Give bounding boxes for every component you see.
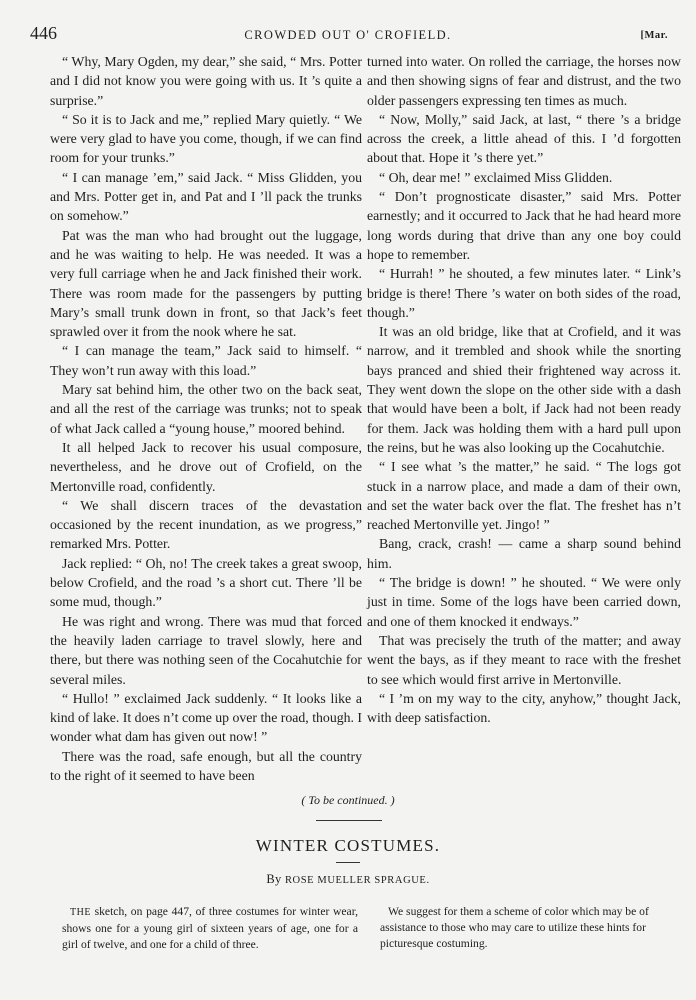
paragraph: There was the road, safe enough, but all the country to the right of it seemed to have been xyxy=(50,748,362,783)
paragraph: That was precisely the truth of the matter; and away went the bays, as if they meant to race with the freshet to see which would first arrive in Mertonville. xyxy=(367,632,681,687)
left-column xyxy=(50,52,362,785)
paragraph: “ I see what ’s the matter,” he said. “ The logs got stuck in a narrow place, and made a dam of their own, and set the water back over the flat. The freshet has n’t reached Mertonville yet. Jingo! ” xyxy=(367,459,681,533)
intro-left xyxy=(62,904,358,954)
paragraph: “ So it is to Jack and me,” replied Mary quietly. “ We were very glad to have you come, though, if we can find room for your trunks.” xyxy=(50,111,362,166)
intro-right xyxy=(380,904,676,953)
paragraph: “ Don’t prognosticate disaster,” said Mrs. Potter earnestly; and it occurred to Jack that he had heard more long words during that drive than any one boy could hope to remember. xyxy=(367,189,681,262)
intro-text: sketch, on page 447, of three costumes for winter wear, shows one for a young girl of sixteen years of age, one for a girl of twelve, and one for a child of three. xyxy=(62,905,358,952)
paragraph: Mary sat behind him, the other two on the back seat, and all the rest of the carriage was trunks; not to speak of what Jack called a “young house,” moored behind. xyxy=(50,382,362,436)
section-divider xyxy=(316,820,382,821)
paragraph: Pat was the man who had brought out the luggage, and he was waiting to help. He was needed. It was a very full carriage when he and Jack finished their work. There was room made for the passengers by putting Mary’s small trunk down in front, so that Jack’s feet sprawled over it from the nook where he sat. xyxy=(50,227,362,340)
paragraph: Bang, crack, crash! — came a sharp sound behind him. xyxy=(367,536,681,571)
month-marker: [Mar. xyxy=(640,30,668,41)
right-column xyxy=(367,52,681,727)
intro-paragraph: We suggest for them a scheme of color which may be of assistance to those who may care to utilize these hints for picturesque costuming. xyxy=(380,905,649,951)
title-underline xyxy=(336,862,360,863)
page-number: 446 xyxy=(30,23,57,43)
running-title: CROWDED OUT O' CROFIELD. xyxy=(244,28,452,42)
byline-author: ROSE MUELLER SPRAGUE. xyxy=(284,875,430,886)
paragraph: “ Now, Molly,” said Jack, at last, “ there ’s a bridge across the creek, a little ahead of this. I ’d forgotten about that. Hope it ’s there yet.” xyxy=(367,111,681,166)
paragraph: “ Hurrah! ” he shouted, a few minutes later. “ Link’s bridge is there! There ’s water on both sides of the road, though.” xyxy=(367,266,681,320)
paragraph: “ The bridge is down! ” he shouted. “ We were only just in time. Some of the logs have been carried down, and one of them knocked it endways.” xyxy=(367,575,681,629)
paragraph: It all helped Jack to recover his usual composure, nevertheless, and he drove out of Crofield, on the Mertonville road, confidently. xyxy=(50,439,362,494)
intro-paragraph xyxy=(62,904,358,954)
paragraph: Jack replied: “ Oh, no! The creek takes a great swoop, below Crofield, and the road ’s a short cut. There ’ll be some mud, though.” xyxy=(50,555,362,610)
byline xyxy=(0,872,696,887)
paragraph: turned into water. On rolled the carriage, the horses now and then showing signs of fear and distrust, and the two older passengers expressing ten times as much. xyxy=(367,54,681,108)
paragraph: “ Oh, dear me! ” exclaimed Miss Glidden. xyxy=(379,169,613,185)
paragraph: “ I can manage the team,” Jack said to himself. “ They won’t run away with this load.” xyxy=(50,343,362,378)
paragraph: “ I can manage ’em,” said Jack. “ Miss Glidden, you and Mrs. Potter get in, and Pat and I ’ll pack the trunks on somehow.” xyxy=(50,169,362,224)
byline-prefix: By xyxy=(266,872,282,886)
paragraph: It was an old bridge, like that at Crofield, and it was narrow, and it trembled and shook while the snorting bays pranced and shied their frightened way across it. They went down the slope on the other side with a dash that would have been a bolt, if Jack had not been ready for them. Jack was holding them with a hard pull upon the reins, but he was also looking up the Cocahutchie. xyxy=(367,324,681,455)
paragraph: “ Why, Mary Ogden, my dear,” she said, “ Mrs. Potter and I did not know you were going with us. It ’s quite a surprise.” xyxy=(50,54,362,108)
paragraph: “ We shall discern traces of the devastation occasioned by the recent inundation, as we progress,” remarked Mrs. Potter. xyxy=(50,497,362,552)
paragraph: “ Hullo! ” exclaimed Jack suddenly. “ It looks like a kind of lake. It does n’t come up over the road, though. I wonder what dam has given out now! ” xyxy=(50,690,363,745)
section-title: WINTER COSTUMES. xyxy=(255,836,441,855)
paragraph: He was right and wrong. There was mud that forced the heavily laden carriage to travel slowly, here and there, but there was nothing seen of the Cocahutchie for several miles. xyxy=(50,613,362,687)
paragraph: “ I ’m on my way to the city, anyhow,” thought Jack, with deep satisfaction. xyxy=(367,690,681,726)
to-be-continued-note: ( To be continued. ) xyxy=(301,793,395,807)
intro-lead-word: THE xyxy=(70,907,91,918)
